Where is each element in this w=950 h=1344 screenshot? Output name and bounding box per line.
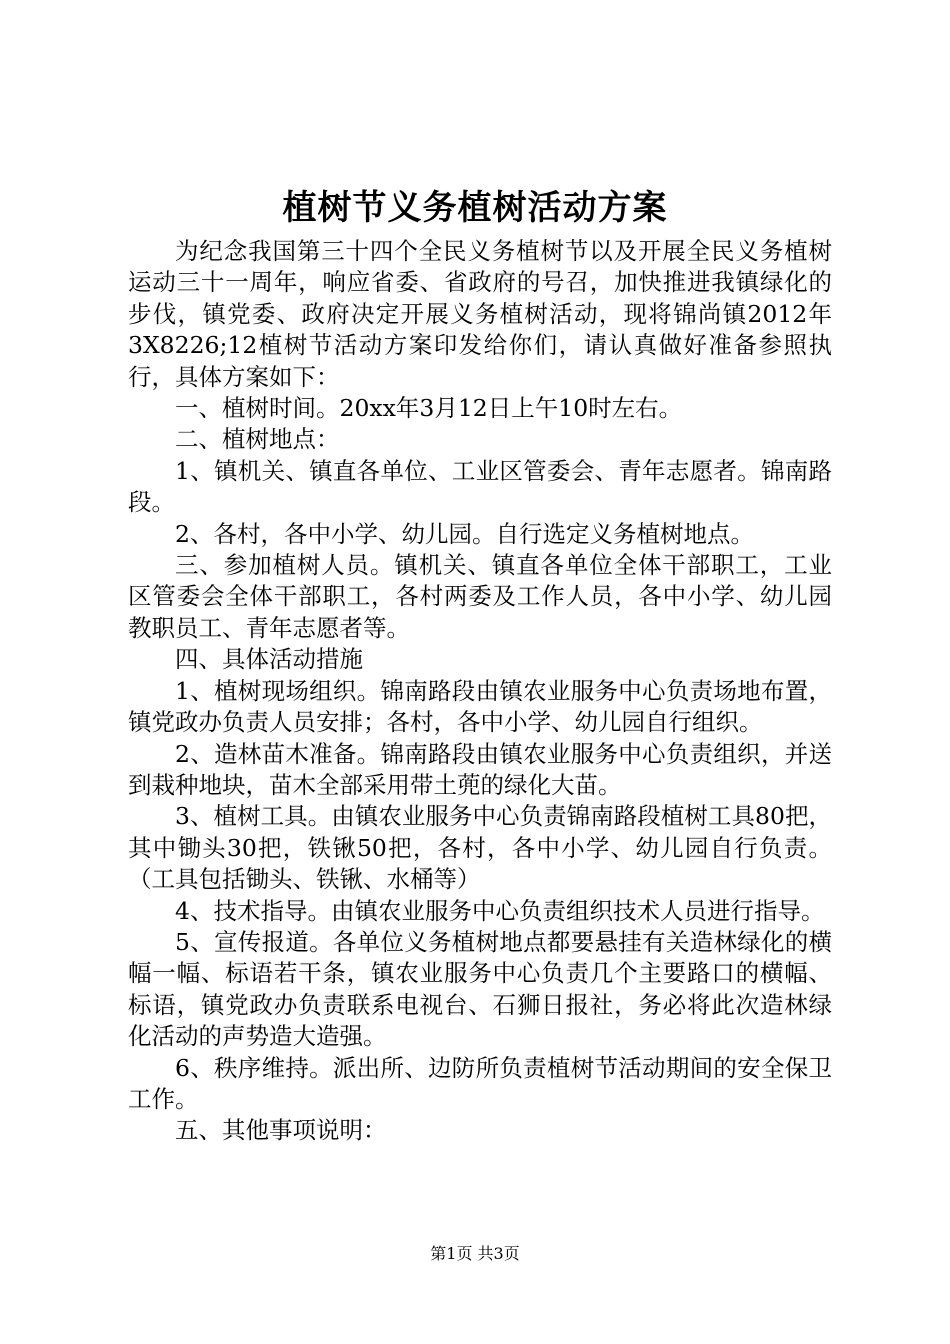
paragraph-measure-5: 5、宣传报道。各单位义务植树地点都要悬挂有关造林绿化的横幅一幅、标语若干条，镇农业服务中心负责几个主要路口的横幅、标语，镇党政办负责联系电视台、石狮日报社，务必将此次造林绿化活动的声势造大造强。 — [128, 927, 832, 1051]
paragraph-location-2: 2、各村，各中小学、幼儿园。自行选定义务植树地点。 — [175, 519, 754, 548]
paragraph-measure-3: 3、植树工具。由镇农业服务中心负责锦南路段植树工具80把，其中锄头30把，铁锹50把，各村，各中小学、幼儿园自行负责。（工具包括锄头、铁锹、水桶等） — [128, 802, 832, 894]
paragraph-intro: 为纪念我国第三十四个全民义务植树节以及开展全民义务植树运动三十一周年，响应省委、省政府的号召，加快推进我镇绿化的步伐，镇党委、政府决定开展义务植树活动，现将锦尚镇2012年3X8226;12植树节活动方案印发给你们，请认真做好准备参照执行，具体方案如下： — [128, 237, 832, 391]
document-body — [128, 236, 832, 1147]
paragraph-measure-6: 6、秩序维持。派出所、边防所负责植树节活动期间的安全保卫工作。 — [128, 1053, 832, 1113]
paragraph-measures-heading: 四、具体活动措施 — [175, 645, 363, 674]
paragraph-measure-4: 4、技术指导。由镇农业服务中心负责组织技术人员进行指导。 — [175, 896, 825, 925]
paragraph-location-1: 1、镇机关、镇直各单位、工业区管委会、青年志愿者。锦南路段。 — [128, 456, 832, 517]
document-title: 植树节义务植树活动方案 — [282, 188, 668, 228]
paragraph-planting-location-heading: 二、植树地点： — [175, 425, 340, 454]
paragraph-measure-1: 1、植树现场组织。锦南路段由镇农业服务中心负责场地布置，镇党政办负责人员安排；各村，各中小学、幼儿园自行组织。 — [128, 676, 832, 737]
paragraph-planting-time: 一、植树时间。20xx年3月12日上午10时左右。 — [175, 394, 683, 423]
page-footer: 第1页 共3页 — [430, 1244, 520, 1263]
paragraph-other-matters-heading: 五、其他事项说明： — [175, 1116, 387, 1145]
paragraph-participants: 三、参加植树人员。镇机关、镇直各单位全体干部职工，工业区管委会全体干部职工，各村两委及工作人员，各中小学、幼儿园教职员工、青年志愿者等。 — [128, 551, 832, 642]
paragraph-measure-2: 2、造林苗木准备。锦南路段由镇农业服务中心负责组织，并送到栽种地块，苗木全部采用带土蔸的绿化大苗。 — [128, 739, 832, 799]
